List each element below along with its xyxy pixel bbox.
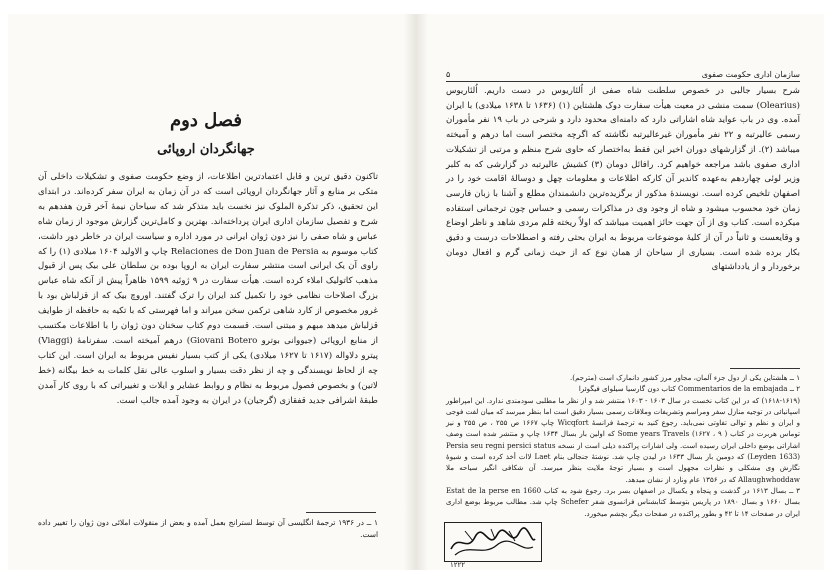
stamp-number: ۱۲۲۲ <box>450 561 466 569</box>
footnote-item: (۱۶۱۸-۱۶۱۹) که در این کتاب نخست در سال ۱۶۰۳ - ۱۶۰۳ منتشر شد و از نظر ما مطلبی سودمندی ندارد. این امپراطور اسپانیائی در توجیه منازل سفر ومراسم وتشریفات وملاقات رسمی بسیار دقیق است اما بنظر میرسد که میان لفت فوجی و ایران و نظم و توالی تفاوتی نمی‌باید. رجوع کنید به ترجمهٔ فرانسهٔ Wicqfort چاپ ۱۶۶۷ ص ۲۵۵ ، ص ۲۵۵ و نیز توماس هربرت در کتاب Some years Travels (۱۶۲۷ ، ۹ ) كه اولین بار بسال ۱۶۳۴ چاپ و منتشر شده است وصف اشاراتی بوضع داخلی ایران رسیده است. ولی اشارات پراکنده ذیلی است از نسخه Persia seu regni persici status (Leyden 1633) که دومین بار بسال ۱۶۳۳ در لیدن چاپ شد. نوشتهٔ جنجالی بنام Laet لاات أخذ کرده است و شیوهٔ نگارش وی مشکلی و نظرات مجهول است و بسیار توجهٔ ملایت بنظر میرسد. آن شکافی انگیز سیاحه ملا Allaughwhoddaw که در ۱۳۵۶ عام ونازد از نشان میدهد. <box>446 395 801 484</box>
library-stamp <box>444 522 542 562</box>
left-footnote: ۱ ــ در ۱۹۳۶ ترجمهٔ انگلیسی آن توسط لسترانج بعمل آمده و بعض از منقولات املائی دون ژوان را تغییر داده است. <box>38 518 378 540</box>
right-footnotes <box>446 372 800 519</box>
running-head-title: سازمان اداری حکومت صفوی <box>701 70 800 79</box>
book-gutter <box>404 14 428 570</box>
right-page-paragraph: شرح بسیار جالبی در خصوص سلطنت شاه صفی از اُلئاریوس در دست داریم. اُلئاریوس (Olearius) سمت منشی در معیت هیأت سفارت دوک هلشتاین (۱) (۱۶۳۶ تا ۱۶۳۸ میلادی) با ایران آمده. وی در باب عواید شاه اشاراتی دارد که دامنه‌ای محدود دارد و شرحی در باب ۱۹ نفر مأموران رسمی عالیرتبه و ۲۲ نفر مأموران غیرعالیرتبه نگاشته که اگرچه مختصر است اما درهم و آمیخته میباشد (۲). از گزارشهای دوران اخیر این فقط به‌اختصار که حاوی شرح منظم و مرتبی از تشکیلات اداری صفوی باشد مراجعه خواهیم کرد. رافائل دومان (۳) کشیش عالیرتبه در گزارشی که به کلبر وزیر لوئی چهاردهم به‌عهده کاندیر آن کارکه اطلاعات و معلومات چهل و دوسالهٔ اقامت خود را در اصفهان تلخیص کرده است. نویسندهٔ مذکور از برگزیده‌ترین دانشمندان مطلع و آشنا با زبان فارسی زمان خود محسوب میشود و شاه از وجود وی در مذاکرات رسمی و حساس چون ترجمانی استفاده میکرده است. کتاب وی از آن جهت حائز اهمیت میباشد که اولاً ریخته قلم مردی شاهد و ناظر اوضاع و وقایعست و ثانیاً در آن از کلیهٔ موضوعات مربوط به ایران بحثی رفته و اصطلاحات درست و دقیق بکار برده شده است. بسیاری از سیاحان از همان نوع که از حیث زمانی گرم و افعال دومان برخوردار و از یادداشتهای <box>446 86 801 273</box>
left-page-paragraph: تاکنون دقیق ترین و قابل اعتمادترین اطلاعات، از وضع حکومت صفوی و تشکیلات داخلی آن متکی بر منابع و آثار جهانگردان اروپائی است که در آن زمان به ایران سفر کرده‌اند. در ابتدای این تحقیق، ذکر تذکرة الملوک نیز نخست باید متذکر شد که سیاحان نیمهٔ آخر قرن هفدهم به شرح و تفصیل سازمان اداری ایران پرداخته‌اند. بهترین و کامل‌ترین گزارش موجود از زمان شاه عباس و شاه صفی را نیز دون ژوان ایرانی در مورد اداره و سیاست ایران در خاطر دور داشت، کتاب موسوم به Relaciones de Don Juan de Persia چاپ و الاولید ۱۶۰۴ میلادی (۱) را که راوی آن یک ایرانی است منتشر سفارت ایران به اروپا بوده بن سلطان علی بیک پس از قبول مذهب کاتولیک املاء کرده است. هیأت سفارت در ۹ ژوئیه ۱۵۹۹ ظاهراً پیش از آنکه شاه عباس بزرگ اصلاحات نظامی خود را تکمیل کند ایران را ترک گفتند. اوروچ بیک که از قزلباش بود با غرور مخصوص از کارد شاهی ترکمن سخن میراند و اما فهرستی که با تکیه به حافظه از طوایف قزلباش میدهد مبهم و مبتنی است. قسمت دوم کتاب سخنان دون ژوان را با اطلاعات مکتسب از منابع اروپائی (جیووانی بوترو Giovani Botero) درهم آمیخته است. سفرنامهٔ (Viaggi) پیترو دلاواله (۱۶۱۷ تا ۱۶۲۷ میلادی) یکی از کتب بسیار نفیس مربوط به ایران است. این کتاب چه از لحاظ نویسندگی و چه از نظر دقت بسیار و اسلوب عالی نقل کلمات به خط بیگانه (خط لاتین) و بخصوص فصول مربوط به نظام و روابط عشایر و ایلات و تغییراتی که با روی کار آمدن طبقهٔ اشرافی جدید قفقازی (گرجیان) در ایران به وجود آمده جالب است. <box>38 172 379 406</box>
page-number: ۵ <box>446 70 451 79</box>
signature-scribble-icon <box>445 523 541 561</box>
footnote-item: ۱ ــ هلشتاین یکی از دول جزء آلمان، مجاور مرز کشور دانمارک است (مترجم). <box>570 373 800 382</box>
right-page <box>428 14 824 570</box>
section-title: جهانگردان اروپائی <box>157 142 255 157</box>
left-page <box>8 14 404 570</box>
left-footnote-rule <box>306 512 376 513</box>
running-head <box>446 70 800 82</box>
chapter-title: فصل دوم <box>170 110 242 131</box>
footnote-item: ۲ ــ Commentarios de la embajada کتاب دون گارسیا سیلوای فیگوئرا <box>578 384 800 394</box>
right-footnote-rule <box>730 368 800 369</box>
footnote-item: ۳ ــ بسال ۱۶۱۳ در گذشت و پنجاه و یکسال در اصفهان بسر برد. رجوع شود به کتاب Estat de la perse en 1660 بسال ۱۶۶۰ و بسال ۱۸۹۰ در پاریس بتوسط کتابشناس فرانسوی شفر Schefer چاپ شد. مطالب مربوط بوضع اداری ایران در صفحات ۱۴ تا ۴۲ و بطور پراکنده در صفحات دیگر بچشم میخورد. <box>446 485 801 518</box>
